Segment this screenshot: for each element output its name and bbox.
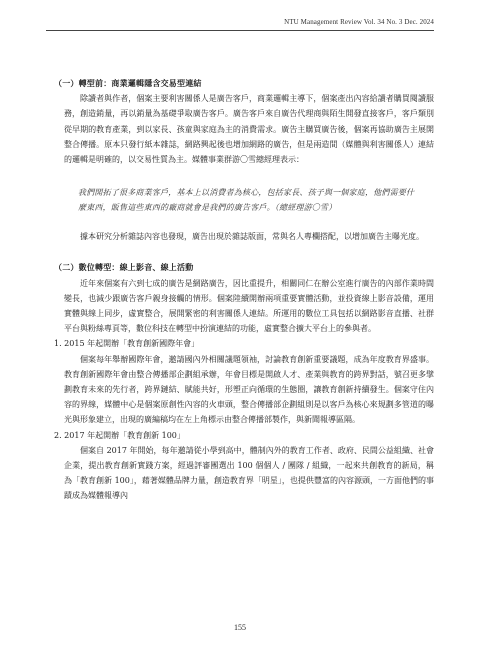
list-item-title: 1. 2015 年起開辦「教育創新國際年會」 — [54, 339, 200, 349]
running-head: NTU Management Review Vol. 34 No. 3 Dec. 2024 — [284, 18, 434, 26]
interview-quote: 我們開拓了很多商業客戶，基本上以消費者為核心，包括家長、孩子與一個家庭，他們需要什麼東西，販售這些東西的廠商就會是我們的廣告客戶。（總經理游〇雪） — [78, 188, 415, 213]
paragraph: 個案每年舉辦國際年會，邀請國內外相關議題領袖，討論教育創新重要議題，成為年度教育界盛事。教育創新國際年會由整合傳播部企劃組承辦，年會目標是開啟人才、產業與教育的跨界對話，號召更多擘劃教育未來的先行者，跨界鏈結、賦能共好，形塑正向循環的生態圈，讓教育創新持續發生。個案守住內容的界線，媒體中心是個案原創性內容的火車頭，整合傳播部企劃組則是以客戶為核心來規劃多管道的曝光與形象建立，出現的廣編稿均在左上角標示由整合傳播部製作，與新聞報導區隔。 — [64, 354, 434, 425]
paragraph: 個案自 2017 年開始，每年邀請從小學到高中，體制內外的教育工作者、政府、民間公益組織、社會企業，提出教育創新實踐方案，經過評審團選出 100 個個人 / 團隊 / 組織，一起來共創教育的新局，稱為「教育創新 100」，藉著媒體品牌力量，創造教育界「明星」，也提供豐富的內容源頭，一方面他們的事蹟成為媒體報導內 — [64, 445, 434, 501]
header-rule — [46, 30, 434, 31]
page-number: 155 — [234, 623, 246, 632]
paragraph: 除讀者與作者，個案主要利害關係人是廣告客戶，商業邏輯主導下，個案產出內容給讀者購買閱讀服務，創造銷量，再以銷量為基礎爭取廣告客戶。廣告客戶來自廣告代理商與陌生開發直接客戶，客戶類別從早期的教育產業，到以家長、孩童與家庭為主的消費需求。廣告主購買廣告後，個案再協助廣告主展開整合傳播。原本只發行紙本雜誌，網路興起後也增加網路的廣告，但是兩造間（媒體與利害關係人）連結的邏輯是明確的，以交易性質為主。媒體事業群游〇雪總經理表示： — [64, 94, 434, 165]
section-heading-1: （一）轉型前：商業邏輯隱含交易型連結 — [54, 78, 202, 88]
paragraph: 近年來個案有六到七成的廣告是網路廣告，因比重提升，相關同仁在辦公室進行廣告的內部作業時間變長，也減少跟廣告客戶親身接觸的情形。個案陸續開辦兩項重要實體活動，並投資線上影音設備，運用實體與線上同步，虛實整合，展開緊密的利害關係人連結。所運用的數位工具包括以網路影音直播、社群平台與粉絲專頁等，數位科技在轉型中扮演連結的功能，虛實整合擴大平台上的參與者。 — [64, 278, 434, 334]
section-heading-2: （二）數位轉型：線上影音、線上活動 — [54, 262, 194, 273]
body-text — [54, 76, 434, 504]
list-item-title: 2. 2017 年起開辦「教育創新 100」 — [54, 430, 185, 440]
paragraph: 據本研究分析雜誌內容也發現，廣告出現於雜誌版面，常與名人專欄搭配，以增加廣告主曝光度。 — [80, 232, 424, 242]
